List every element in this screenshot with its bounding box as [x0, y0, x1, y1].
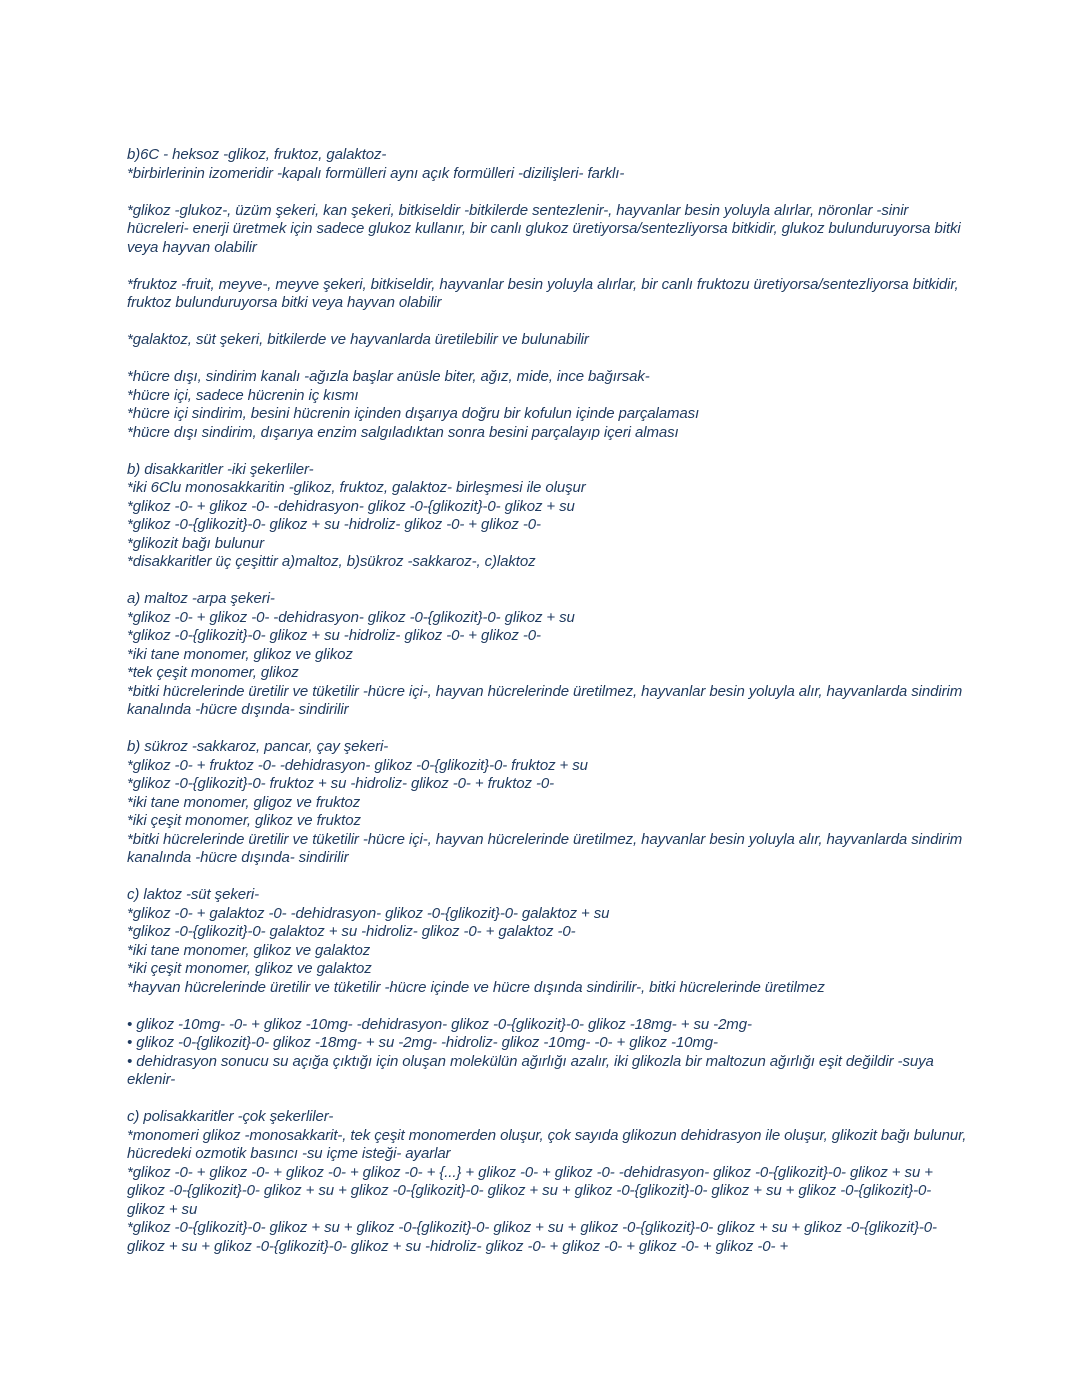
text-line: *glikoz -0-{glikozit}-0- glikoz + su -hidroliz- glikoz -0- + glikoz -0-: [127, 627, 541, 644]
text-line: *disakkaritler üç çeşittir a)maltoz, b)sükroz -sakkaroz-, c)laktoz: [127, 553, 536, 570]
text-line: *birbirlerinin izomeridir -kapalı formülleri aynı açık formülleri -dizilişleri- farklı-: [127, 164, 625, 182]
bullet-line: • dehidrasyon sonucu su açığa çıktığı için oluşan molekülün ağırlığı azalır, iki glikozla bir maltozun ağırlığı eşit değildir -suya eklenir-: [127, 1052, 934, 1088]
text-line: a) maltoz -arpa şekeri-: [127, 590, 275, 607]
text-line: *tek çeşit monomer, glikoz: [127, 664, 299, 681]
text-line: *galaktoz, süt şekeri, bitkilerde ve hayvanlarda üretilebilir ve bulunabilir: [127, 331, 589, 348]
section-mass-example: [127, 1016, 967, 1090]
text-line: *iki çeşit monomer, glikoz ve galaktoz: [127, 960, 372, 977]
text-line: *iki tane monomer, gligoz ve fruktoz: [127, 793, 361, 811]
text-line: *hayvan hücrelerinde üretilir ve tüketilir -hücre içinde ve hücre dışında sindirilir-, bitki hücrelerinde üretilmez: [127, 978, 825, 996]
text-line: *monomeri glikoz -monosakkarit-, tek çeşit monomerden oluşur, çok sayıda glikozun dehidrasyon ile oluşur, glikozit bağı bulunur, hücredeki ozmotik basıncı -su içme isteği- ayarlar: [127, 1126, 967, 1162]
text-line: *bitki hücrelerinde üretilir ve tüketilir -hücre içi-, hayvan hücrelerinde üretilmez, hayvanlar besin yoluyla alır, hayvanlarda sindirim kanalında -hücre dışında- sindirilir: [127, 830, 963, 866]
text-line: *iki çeşit monomer, glikoz ve fruktoz: [127, 812, 361, 829]
text-line: *iki tane monomer, glikoz ve glikoz: [127, 645, 353, 663]
section-sucrose: [127, 738, 967, 868]
section-lactose: [127, 886, 967, 997]
text-line: *hücre içi, sadece hücrenin iç kısmı: [127, 386, 359, 404]
text-line: *bitki hücrelerinde üretilir ve tüketilir -hücre içi-, hayvan hücrelerinde üretilmez, hayvanlar besin yoluyla alır, hayvanlarda sindirim kanalında -hücre dışında- sindirilir: [127, 682, 963, 718]
text-line: b) sükroz -sakkaroz, pancar, çay şekeri-: [127, 738, 389, 755]
text-line: *glikoz -0- + glikoz -0- -dehidrasyon- glikoz -0-{glikozit}-0- glikoz + su: [127, 497, 575, 515]
text-line: *glikoz -0- + fruktoz -0- -dehidrasyon- glikoz -0-{glikozit}-0- fruktoz + su: [127, 756, 588, 774]
section-glucose: [127, 202, 967, 258]
text-line: *iki 6Clu monosakkaritin -glikoz, fruktoz, galaktoz- birleşmesi ile oluşur: [127, 479, 586, 496]
text-line: *glikoz -0- + glikoz -0- + glikoz -0- + glikoz -0- + {...} + glikoz -0- + glikoz -0- -dehidrasyon- glikoz -0-{glikozit}-0- glikoz + su + glikoz -0-{glikozit}-0- glikoz + su + glikoz -0-{glikozit}-0- glikoz + su + glikoz -0-{glikozit}-0- glikoz + su + glikoz -0-{glikozit}-0- glikoz + su: [127, 1163, 933, 1218]
text-line: *hücre dışı sindirim, dışarıya enzim salgıladıktan sonra besini parçalayıp içeri alması: [127, 423, 679, 441]
text-line: *hücre dışı, sindirim kanalı -ağızla başlar anüsle biter, ağız, mide, ince bağırsak-: [127, 368, 650, 385]
text-line: *glikozit bağı bulunur: [127, 534, 265, 552]
text-line: *iki tane monomer, glikoz ve galaktoz: [127, 941, 371, 959]
text-line: c) laktoz -süt şekeri-: [127, 886, 259, 903]
section-galactose: [127, 331, 967, 350]
section-fructose: [127, 276, 967, 313]
text-line: b)6C - heksoz -glikoz, fruktoz, galaktoz-: [127, 146, 387, 163]
bullet-line: • glikoz -0-{glikozit}-0- glikoz -18mg- + su -2mg- -hidroliz- glikoz -10mg- -0- + glikoz -10mg-: [127, 1034, 718, 1051]
bullet-line: • glikoz -10mg- -0- + glikoz -10mg- -dehidrasyon- glikoz -0-{glikozit}-0- glikoz -18mg- + su -2mg-: [127, 1015, 752, 1033]
text-line: *hücre içi sindirim, besini hücrenin içinden dışarıya doğru bir kofulun içinde parçalaması: [127, 405, 700, 422]
section-hexoses: [127, 146, 967, 183]
section-polysaccharides: [127, 1108, 967, 1256]
text-line: *glikoz -0-{glikozit}-0- glikoz + su + glikoz -0-{glikozit}-0- glikoz + su + glikoz -0-{glikozit}-0- glikoz + su + glikoz -0-{glikozit}-0- glikoz + su + glikoz -0-{glikozit}-0- glikoz + su -hidroliz- glikoz -0- + glikoz -0- + glikoz -0- + glikoz -0- +: [127, 1219, 937, 1255]
text-line: *glikoz -glukoz-, üzüm şekeri, kan şekeri, bitkiseldir -bitkilerde sentezlenir-, hayvanlar besin yoluyla alırlar, nöronlar -sinir hücreleri- enerji üretmek için sadece glukoz kullanır, bir canlı glukoz üretiyorsa/sentezliyorsa bitkidir, glukoz bulunduruyorsa bitki veya hayvan olabilir: [127, 201, 961, 256]
text-line: *glikoz -0-{glikozit}-0- glikoz + su -hidroliz- glikoz -0- + glikoz -0-: [127, 516, 541, 533]
section-digestion: [127, 368, 967, 442]
text-line: *fruktoz -fruit, meyve-, meyve şekeri, bitkiseldir, hayvanlar besin yoluyla alırlar, bir canlı fruktozu üretiyorsa/sentezliyorsa bitkidir, fruktoz bulunduruyorsa bitki veya hayvan olabilir: [127, 275, 959, 311]
section-maltose: [127, 590, 967, 720]
text-line: *glikoz -0- + galaktoz -0- -dehidrasyon- glikoz -0-{glikozit}-0- galaktoz + su: [127, 904, 610, 922]
text-line: c) polisakkaritler -çok şekerliler-: [127, 1108, 334, 1125]
text-line: *glikoz -0-{glikozit}-0- galaktoz + su -hidroliz- glikoz -0- + galaktoz -0-: [127, 923, 576, 940]
text-line: *glikoz -0- + glikoz -0- -dehidrasyon- glikoz -0-{glikozit}-0- glikoz + su: [127, 608, 575, 626]
section-disaccharides: [127, 461, 967, 572]
document-page: [127, 146, 967, 1275]
text-line: *glikoz -0-{glikozit}-0- fruktoz + su -hidroliz- glikoz -0- + fruktoz -0-: [127, 775, 555, 792]
text-line: b) disakkaritler -iki şekerliler-: [127, 460, 314, 478]
